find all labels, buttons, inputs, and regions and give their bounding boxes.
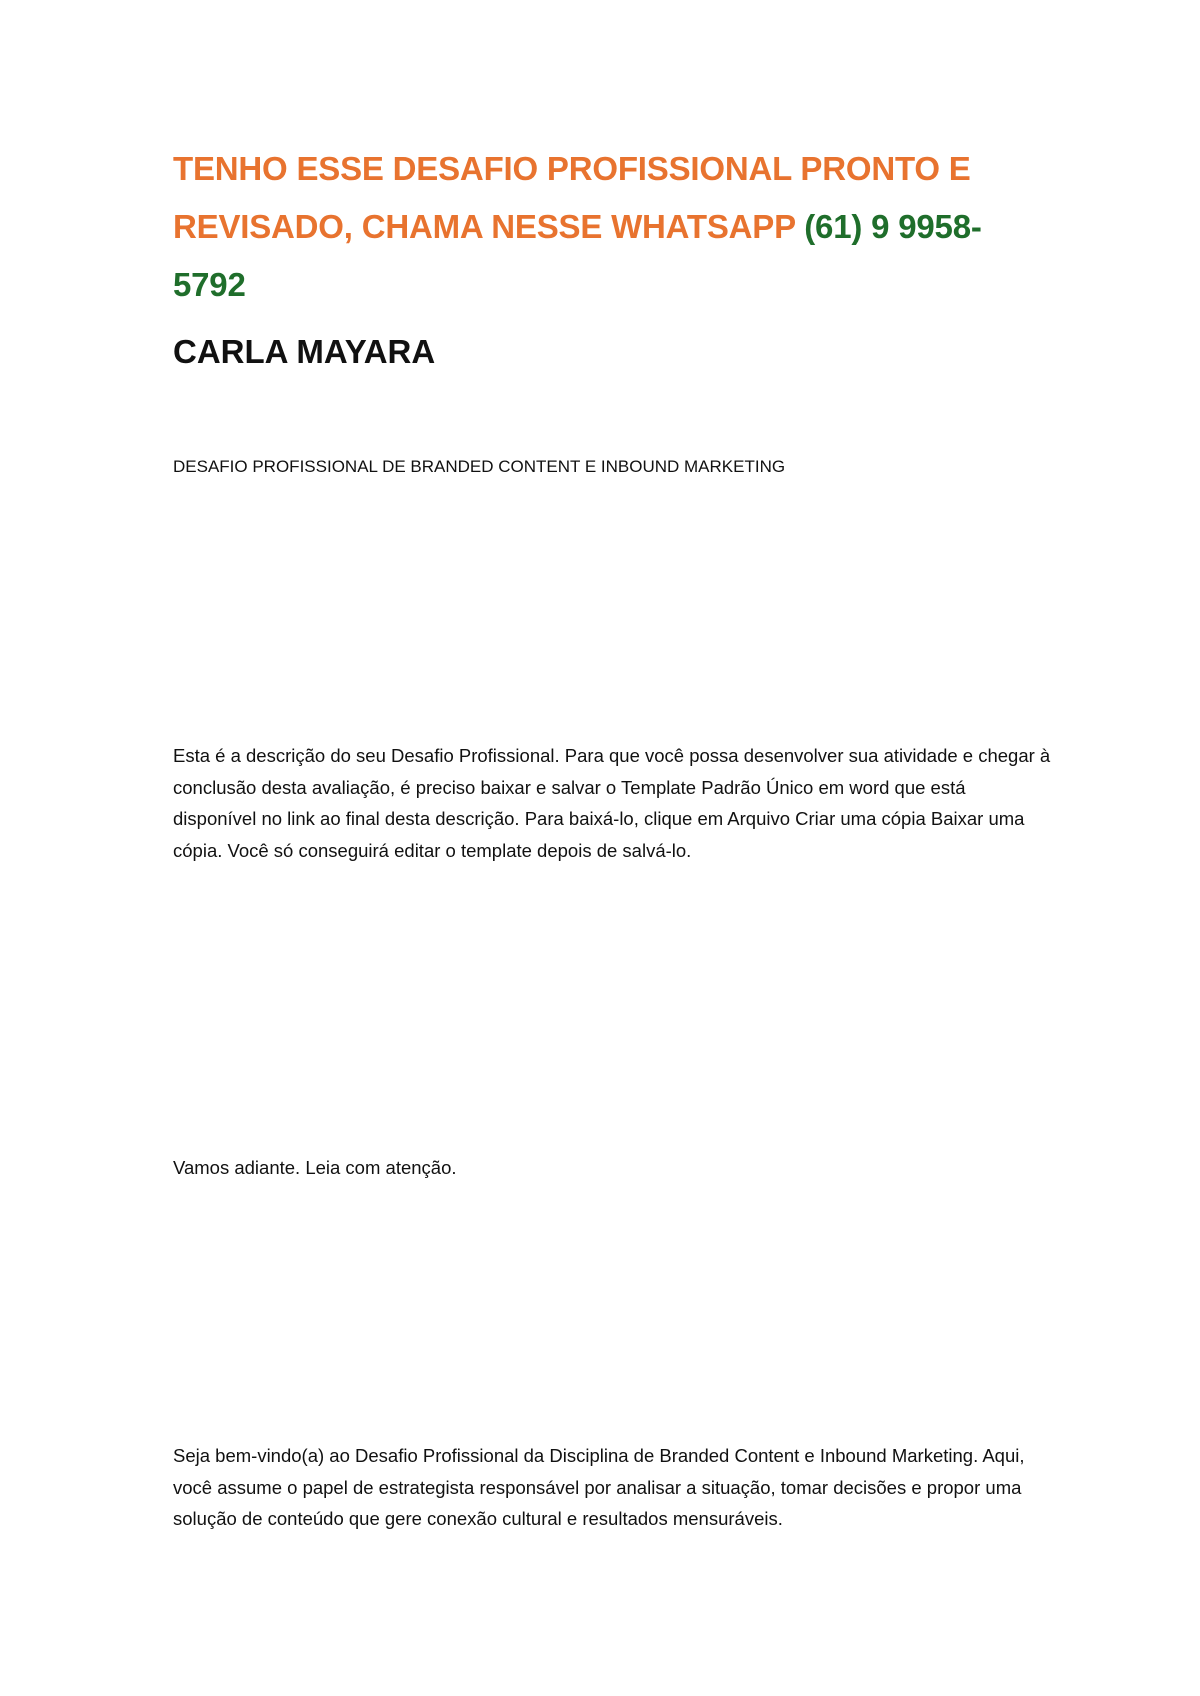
welcome-paragraph: Seja bem-vindo(a) ao Desafio Profissional da Disciplina de Branded Content e Inbound Marketing. Aqui, você assume o papel de estrategista responsável por analisar a situação, tomar decisões e propor uma solução de conteúdo que gere conexão cultural e resultados mensuráveis. [173,1445,1025,1529]
forward-paragraph: Vamos adiante. Leia com atenção. [173,1157,457,1178]
promo-headline [173,140,1053,314]
description-paragraph: Esta é a descrição do seu Desafio Profissional. Para que você possa desenvolver sua atividade e chegar à conclusão desta avaliação, é preciso baixar e salvar o Template Padrão Único em word que está disponível no link ao final desta descrição. Para baixá-lo, clique em Arquivo Criar uma cópia Baixar uma cópia. Você só conseguirá editar o template depois de salvá-lo. [173,745,1051,861]
document-subject: DESAFIO PROFISSIONAL DE BRANDED CONTENT E INBOUND MARKETING [173,457,786,476]
author-name: CARLA MAYARA [173,333,436,370]
whatsapp-phone: (61) 9 9958-5792 [173,208,982,303]
promo-text: TENHO ESSE DESAFIO PROFISSIONAL PRONTO E REVISADO, CHAMA NESSE WHATSAPP [173,150,971,245]
